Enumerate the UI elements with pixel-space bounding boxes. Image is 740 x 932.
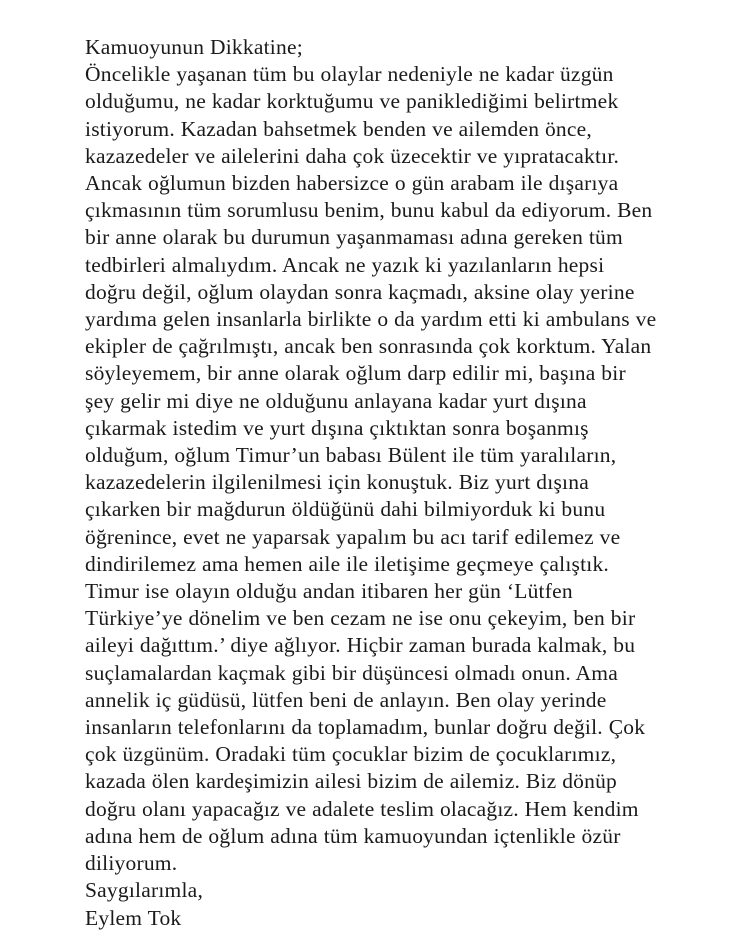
statement-line-signoff: Saygılarımla, [85,878,204,903]
statement-line: Türkiye’ye dönelim ve ben cezam ne ise onu çekeyim, ben bir [85,606,636,631]
statement-line: tedbirleri almalıydım. Ancak ne yazık ki yazılanların hepsi [85,252,605,277]
statement-line: kazazedeler ve ailelerini daha çok üzecektir ve yıpratacaktır. [85,143,620,168]
statement-line: çıkarmak istedim ve yurt dışına çıktıktan sonra boşanmış [85,415,589,440]
statement-line: aileyi dağıttım.’ diye ağlıyor. Hiçbir zaman burada kalmak, bu [85,633,636,658]
statement-line: suçlamalardan kaçmak gibi bir düşüncesi olmadı onun. Ama [85,660,618,685]
statement-line: kazada ölen kardeşimizin ailesi bizim de ailemiz. Biz dönüp [85,769,618,794]
statement-line: insanların telefonlarını da toplamadım, bunlar doğru değil. Çok [85,715,646,740]
statement-line: dindirilemez ama hemen aile ile iletişime geçmeye çalıştık. [85,551,610,576]
statement-text-body [85,34,657,932]
statement-line: söyleyemem, bir anne olarak oğlum darp edilir mi, başına bir [85,361,626,386]
statement-line: adına hem de oğlum adına tüm kamuoyundan içtenlikle özür [85,823,621,848]
statement-line: çok üzgünüm. Oradaki tüm çocuklar bizim de çocuklarımız, [85,742,617,767]
statement-line: diliyorum. [85,851,178,876]
statement-line: öğrenince, evet ne yaparsak yapalım bu acı tarif edilemez ve [85,524,621,549]
statement-line: yardıma gelen insanlarla birlikte o da yardım etti ki ambulans ve [85,307,657,332]
statement-line: kazazedelerin ilgilenilmesi için konuştuk. Biz yurt dışına [85,470,589,495]
statement-signature-name: Eylem Tok [85,905,182,930]
statement-line: istiyorum. Kazadan bahsetmek benden ve ailemden önce, [85,116,593,141]
statement-line: çıkmasının tüm sorumlusu benim, bunu kabul da ediyorum. Ben [85,198,653,223]
statement-line: şey gelir mi diye ne olduğunu anlayana kadar yurt dışına [85,388,587,413]
statement-line-salutation: Kamuoyunun Dikkatine; [85,35,303,59]
statement-line: olduğumu, ne kadar korktuğumu ve paniklediğimi belirtmek [85,89,619,114]
statement-line: ekipler de çağrılmıştı, ancak ben sonrasında çok korktum. Yalan [85,334,652,359]
statement-line: çıkarken bir mağdurun öldüğünü dahi bilmiyorduk ki bunu [85,497,606,522]
statement-line: doğru olanı yapacağız ve adalete teslim olacağız. Hem kendim [85,796,639,821]
statement-line: bir anne olarak bu durumun yaşanmaması adına gereken tüm [85,225,623,250]
statement-line: Öncelikle yaşanan tüm bu olaylar nedeniyle ne kadar üzgün [85,62,614,87]
statement-line: doğru değil, oğlum olaydan sonra kaçmadı, aksine olay yerine [85,279,635,304]
statement-line: Timur ise olayın olduğu andan itibaren her gün ‘Lütfen [85,579,573,604]
statement-line: Ancak oğlumun bizden habersizce o gün arabam ile dışarıya [85,171,619,196]
statement-line: olduğum, oğlum Timur’un babası Bülent ile tüm yaralıların, [85,443,617,468]
statement-line: annelik iç güdüsü, lütfen beni de anlayın. Ben olay yerinde [85,687,607,712]
